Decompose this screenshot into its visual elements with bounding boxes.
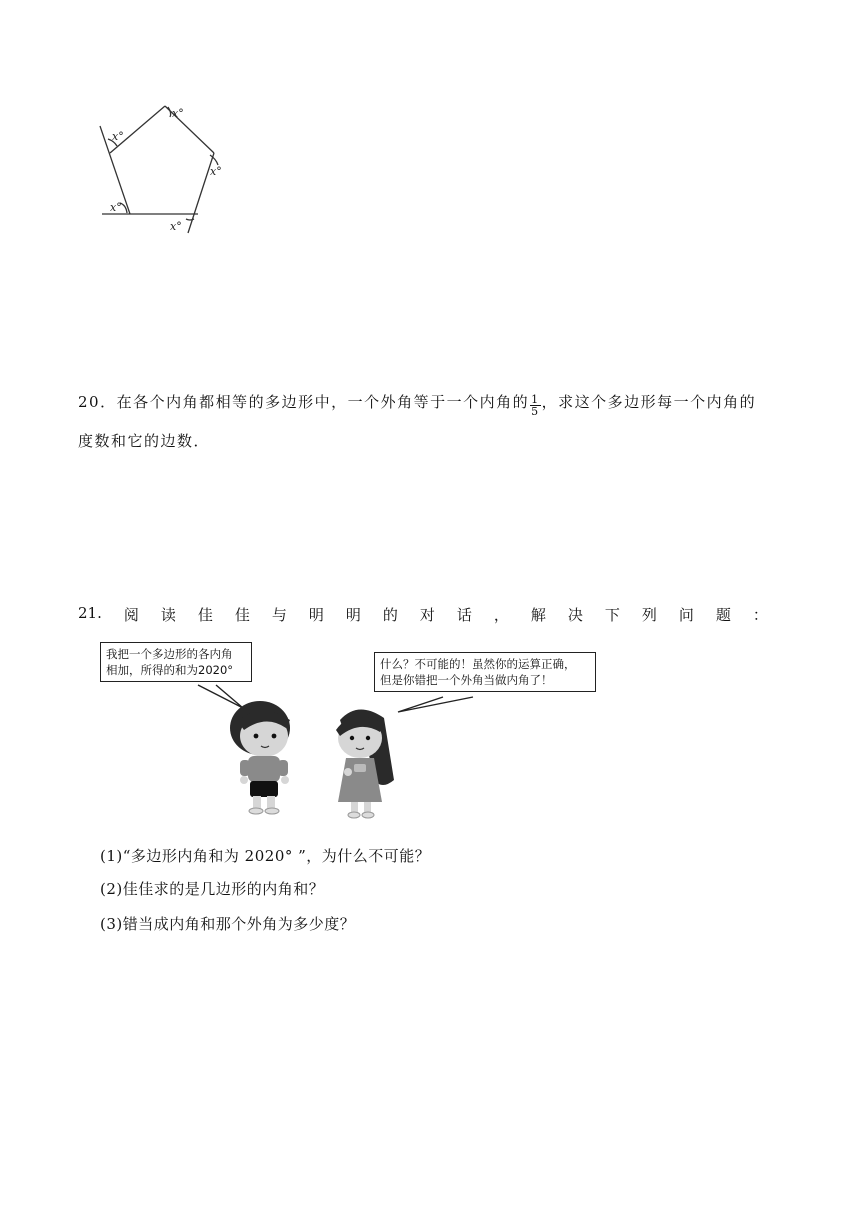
heading-char: ， (493, 606, 509, 624)
angle-label: x° (172, 107, 184, 120)
heading-char: 下 (604, 606, 620, 624)
bubble-line: 什么？不可能的！虽然你的运算正确， (380, 657, 576, 671)
heading-char: 与 (271, 606, 287, 624)
bubble-line: 相加，所得的和为2020° (106, 663, 234, 677)
question-20-line1 (78, 392, 756, 417)
angle-label: x° (110, 201, 122, 214)
heading-char: 佳 (197, 606, 213, 624)
fraction (530, 394, 541, 417)
heading-char: 对 (419, 606, 435, 624)
pentagon-figure (90, 95, 250, 245)
heading-char: 明 (308, 606, 324, 624)
angle-label: x° (210, 165, 222, 178)
dialogue-illustration (98, 640, 608, 825)
subquestion-2: (2)佳佳求的是几边形的内角和？ (100, 880, 325, 898)
heading-char: 阅 (123, 606, 139, 624)
heading-char: 题 (715, 606, 731, 624)
heading-char: 明 (345, 606, 361, 624)
fraction-denominator: 5 (531, 405, 540, 418)
question-number: 21. (78, 604, 102, 622)
question-21-heading (78, 604, 768, 625)
angle-label: x° (112, 130, 124, 143)
question-number: 20． (78, 393, 117, 411)
fraction-numerator: 1 (531, 393, 540, 406)
subquestion-3: (3)错当成内角和那个外角为多少度？ (100, 915, 356, 933)
girl-character (336, 709, 394, 818)
heading-char: 的 (382, 606, 398, 624)
heading-char: 佳 (234, 606, 250, 624)
characters-art (98, 640, 608, 825)
boy-character (230, 701, 290, 814)
bubble-line: 我把一个多边形的各内角 (106, 647, 233, 661)
heading-char: 读 (160, 606, 176, 624)
question-text: 在各个内角都相等的多边形中，一个外角等于一个内角的 (116, 393, 530, 411)
question-text: ，求这个多边形每一个内角的 (541, 393, 757, 411)
bubble-line: 但是你错把一个外角当做内角了！ (380, 673, 553, 687)
heading-char: ： (752, 606, 768, 624)
heading-char: 解 (530, 606, 546, 624)
heading-char: 列 (641, 606, 657, 624)
angle-label: x° (170, 220, 182, 233)
heading-char: 话 (456, 606, 472, 624)
subquestion-1: (1)“多边形内角和为 2020° ”，为什么不可能？ (100, 847, 431, 865)
heading-char: 问 (678, 606, 694, 624)
question-20-line2: 度数和它的边数． (78, 432, 211, 450)
heading-char: 决 (567, 606, 583, 624)
